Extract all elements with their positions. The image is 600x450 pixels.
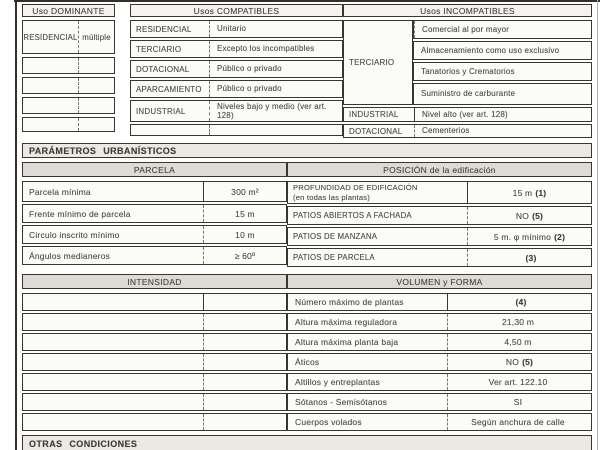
compatible-detail: Unitario (209, 21, 342, 37)
posicion-row (287, 227, 592, 246)
empty-row (22, 97, 115, 114)
volumen-row-value: 4,50 m (504, 337, 532, 347)
dominant-use-header-label: Uso DOMINANTE (32, 5, 105, 16)
intensidad-empty-row (22, 313, 287, 331)
incompatible-category: INDUSTRIAL (349, 110, 399, 119)
parcela-row-value: 300 m² (203, 182, 286, 201)
compatible-row (130, 100, 343, 122)
incompatible-item (413, 20, 592, 39)
incompatible-uses-header (343, 4, 592, 17)
incompatible-detail: Comercial al por mayor (414, 21, 591, 38)
compatible-category: APARCAMIENTO (136, 84, 202, 94)
compatible-category: DOTACIONAL (136, 64, 190, 74)
posicion-row-label: PATIOS DE PARCELA (293, 252, 375, 262)
page-frame-right (597, 0, 598, 450)
incompatible-detail: Almacenamiento como uso exclusivo (421, 45, 560, 55)
dominant-use-qualifier: múltiple (78, 21, 114, 53)
compatible-category: INDUSTRIAL (136, 106, 186, 116)
posicion-row-label: PATIOS DE MANZANA (293, 231, 378, 241)
intensidad-empty-row (22, 333, 287, 351)
incompatible-detail: Suministro de carburante (421, 89, 516, 99)
intensidad-empty-row (22, 293, 287, 311)
incompatible-category: TERCIARIO (349, 58, 395, 67)
intensidad-empty-row (22, 413, 287, 431)
posicion-header (287, 162, 592, 177)
volumen-row-label: Sótanos - Semisótanos (295, 397, 388, 407)
volumen-header-label: VOLUMEN y FORMA (396, 276, 483, 287)
empty-row (22, 117, 115, 132)
otras-condiciones-title: OTRAS CONDICIONES (29, 439, 138, 449)
posicion-row-ref: (3) (525, 252, 537, 263)
compatible-uses-header-label: Usos COMPATIBLES (193, 5, 280, 16)
posicion-header-label: POSICIÓN de la edificación (383, 164, 496, 175)
posicion-row-ref: (1) (535, 187, 547, 198)
intensidad-empty-row (22, 373, 287, 391)
parametros-urbanisticos-band (22, 143, 592, 158)
volumen-row-value: 21,30 m (501, 317, 535, 327)
incompatible-category: DOTACIONAL (349, 126, 403, 136)
volumen-row (287, 393, 592, 411)
posicion-row-value: NO (515, 210, 530, 221)
volumen-row-label: Altura máxima planta baja (295, 337, 399, 347)
compatible-row (130, 80, 343, 98)
parcela-header-label: PARCELA (133, 164, 176, 175)
dominant-use-header (22, 4, 115, 17)
terciario-category-cell (343, 20, 413, 105)
parcela-row (22, 225, 287, 244)
posicion-row-label: PATIOS ABIERTOS A FACHADA (293, 210, 412, 220)
volumen-row-value: Ver art. 122.10 (488, 377, 548, 387)
posicion-row-ref: (5) (532, 210, 544, 221)
parcela-row-value: ≥ 60º (203, 247, 286, 264)
otras-condiciones-band (22, 435, 592, 450)
volumen-row (287, 373, 592, 391)
volumen-row-value: SI (513, 397, 523, 407)
compatible-category: TERCIARIO (136, 44, 182, 54)
industrial-row (343, 107, 592, 122)
parcela-header (22, 162, 287, 177)
empty-row (22, 57, 115, 74)
parcela-row-value: 15 m (203, 205, 286, 222)
parcela-row-value: 10 m (203, 226, 286, 243)
parametros-title: PARÁMETROS URBANÍSTICOS (29, 145, 177, 156)
posicion-row (287, 206, 592, 225)
volumen-row-label: Altillos y entreplantas (295, 377, 380, 387)
posicion-row-ref: (2) (554, 231, 566, 242)
volumen-row-label: Altura máxima reguladora (295, 317, 398, 327)
parcela-row-label: Frente mínimo de parcela (29, 208, 131, 219)
volumen-row-label: Número máximo de plantas (295, 297, 404, 307)
volumen-row-ref: (5) (522, 357, 534, 367)
volumen-row (287, 413, 592, 431)
incompatible-detail: Nivel alto (ver art. 128) (414, 108, 591, 121)
parcela-row (22, 246, 287, 265)
posicion-row (287, 181, 592, 204)
dominant-use-cell (22, 20, 115, 54)
volumen-row-value: NO (505, 357, 520, 367)
volumen-row (287, 353, 592, 371)
compatible-category: RESIDENCIAL (136, 24, 192, 34)
incompatible-detail: Tanatorios y Crematorios (421, 66, 515, 76)
compatible-detail: Niveles bajo y medio (ver art. 128) (209, 101, 342, 121)
compatible-detail: Público o privado (209, 61, 342, 77)
posicion-row-sublabel: (en todas las plantas) (293, 192, 371, 202)
incompatible-item (413, 62, 592, 81)
compatible-row (130, 20, 343, 38)
intensidad-empty-row (22, 353, 287, 371)
volumen-row-value: Según anchura de calle (471, 417, 565, 427)
volumen-row-ref: (4) (515, 297, 527, 307)
page-frame-top (14, 0, 600, 2)
incompatible-uses-header-label: Usos INCOMPATIBLES (420, 5, 515, 16)
parcela-row (22, 181, 287, 202)
volumen-row (287, 333, 592, 351)
volumen-row (287, 293, 592, 311)
empty-row (130, 124, 343, 136)
incompatible-item (413, 83, 592, 105)
parcela-row-label: Circulo inscrito mínimo (29, 229, 120, 240)
volumen-row-label: Áticos (295, 357, 320, 367)
incompatible-detail: Cementerios (414, 125, 591, 137)
posicion-row-value: 15 m (512, 187, 533, 198)
compatible-detail: Público o privado (209, 81, 342, 97)
intensidad-header-label: INTENSIDAD (127, 276, 182, 287)
compatible-uses-header (130, 4, 343, 17)
parcela-row (22, 204, 287, 223)
empty-row (22, 77, 115, 94)
volumen-row (287, 313, 592, 331)
volumen-header (287, 274, 592, 289)
incompatible-item (413, 41, 592, 60)
parcela-row-label: Parcela mínima (29, 186, 91, 197)
compatible-row (130, 60, 343, 78)
volumen-row-label: Cuerpos volados (295, 417, 362, 427)
intensidad-empty-row (22, 393, 287, 411)
posicion-row-value: 5 m. φ mínimo (493, 231, 552, 242)
compatible-detail: Excepto los incompatibles (209, 41, 342, 57)
dominant-use-value: RESIDENCIAL (23, 32, 78, 42)
posicion-row-label: PROFUNDIDAD DE EDIFICACIÓN (293, 183, 418, 193)
page-frame-left (15, 0, 17, 450)
compatible-row (130, 40, 343, 58)
dotacional-row (343, 124, 592, 138)
intensidad-header (22, 274, 287, 289)
posicion-row (287, 248, 592, 267)
parcela-row-label: Ángulos medianeros (29, 250, 111, 261)
